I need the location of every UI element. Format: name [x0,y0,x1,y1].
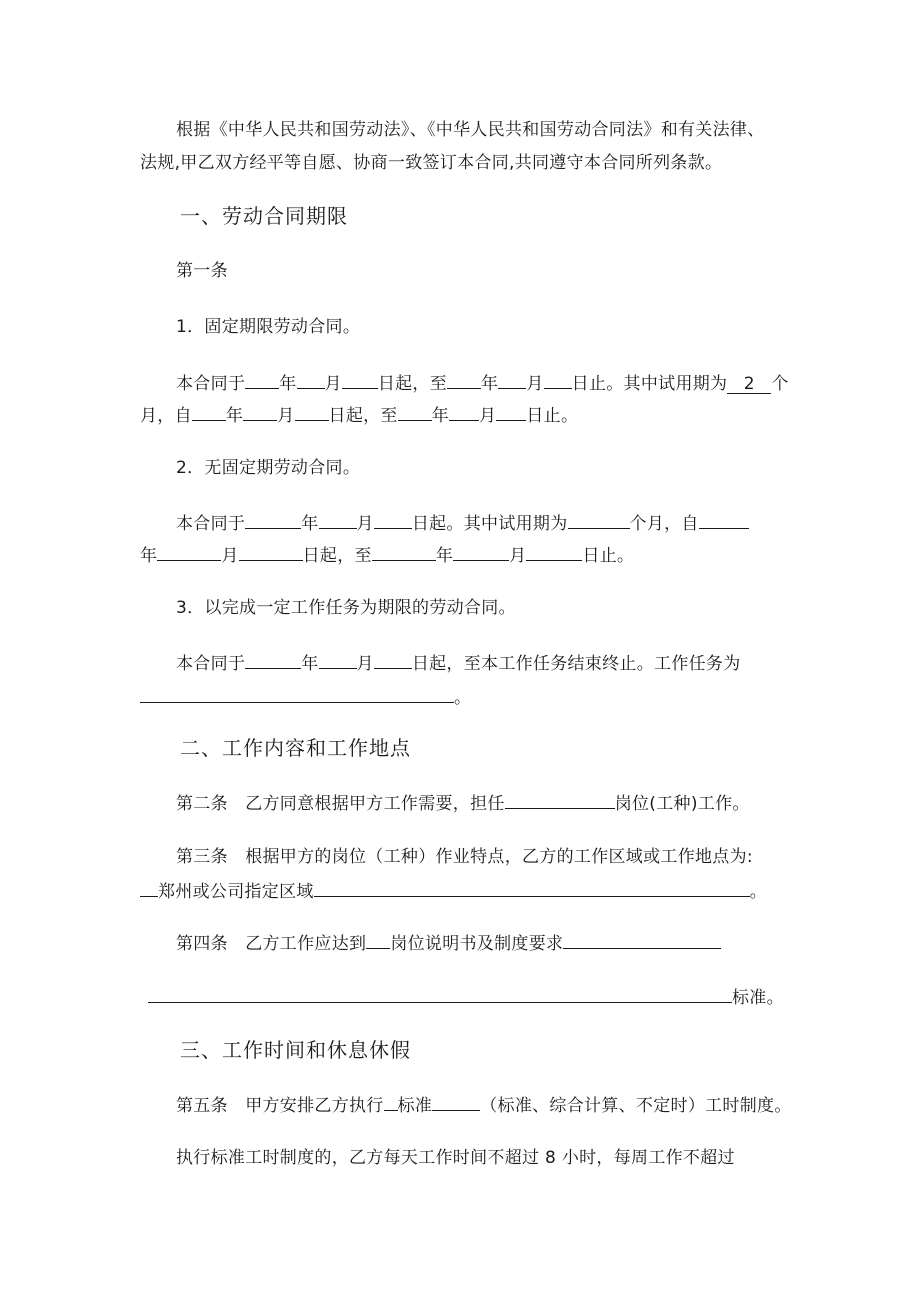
blank-day[interactable] [526,542,582,561]
text: 月 [324,374,342,394]
text: 年 [301,654,319,674]
text: 第四条 乙方工作应达到 [176,934,367,954]
blank-month[interactable] [319,510,357,529]
text: 岗位(工种)工作。 [614,794,750,814]
text: 本合同于 [176,374,246,394]
blank-day[interactable] [342,370,378,389]
text: 年 [481,374,499,394]
section-heading-text: 一、劳动合同期限 [180,204,348,228]
intro-line-1 [176,118,765,142]
text: 日止。 [526,406,579,426]
blank-system[interactable] [432,1092,480,1111]
article-5 [176,1092,792,1118]
text: 日起，至 [302,546,372,566]
blank-location[interactable] [314,878,750,897]
item-3-line-1 [176,650,741,676]
blank-day[interactable] [374,650,412,669]
article-4-line-1 [176,930,721,956]
probation-months-field[interactable]: 2 [727,375,771,394]
work-location-field[interactable]: 郑州或公司指定区域 [158,882,314,902]
article-4-line-2 [148,984,784,1010]
text: 日起，至 [377,374,448,394]
blank-lead[interactable] [366,930,390,949]
article-3-line-2 [140,878,767,904]
text: 第二条 乙方同意根据甲方工作需要，担任 [176,794,505,814]
blank-month[interactable] [453,542,509,561]
text: 标准。 [732,988,784,1008]
text: 个 [771,374,789,394]
blank-month[interactable] [243,402,277,421]
blank-lead[interactable] [140,878,158,897]
item-title-text: 1．固定期限劳动合同。 [176,317,361,337]
text: 年 [301,514,319,534]
blank-day[interactable] [374,510,412,529]
intro-line-2 [140,151,722,175]
blank-year[interactable] [245,370,279,389]
intro-text-1: 根据《中华人民共和国劳动法》、《中华人民共和国劳动合同法》和有关法律、 [176,120,765,140]
item-2-title [176,456,360,480]
item-title-text: 3．以完成一定工作任务为期限的劳动合同。 [176,598,516,618]
item-1-line-2 [140,402,578,428]
blank-month[interactable] [297,370,325,389]
blank-position[interactable] [505,790,615,809]
blank-lead[interactable] [384,1092,398,1111]
text: 本合同于 [176,514,246,534]
text: 日止。其中试用期为 [571,374,728,394]
paragraph-standard-hours [176,1146,735,1170]
blank-standard-cont[interactable] [148,984,732,1003]
section-heading-text: 二、工作内容和工作地点 [180,736,411,760]
text: 年 [279,374,297,394]
blank-standard[interactable] [563,930,721,949]
item-title-text: 2．无固定期劳动合同。 [176,458,361,478]
blank-year[interactable] [245,510,301,529]
blank-month[interactable] [157,542,221,561]
blank-task[interactable] [140,684,454,703]
item-2-line-1 [176,510,749,536]
item-3-title [176,596,516,620]
item-2-line-2 [140,542,634,568]
article-3-line-1 [176,845,753,869]
blank-month[interactable] [449,402,479,421]
blank-year[interactable] [699,510,749,529]
blank-year[interactable] [372,542,436,561]
blank-month[interactable] [498,370,526,389]
text: 月 [526,374,544,394]
blank-year[interactable] [447,370,481,389]
text: 个月，自 [629,514,699,534]
blank-year[interactable] [398,402,432,421]
article-label-text: 第一条 [176,261,228,281]
text: 第三条 根据甲方的岗位（工种）作业特点，乙方的工作区域或工作地点为: [176,847,753,867]
blank-month[interactable] [319,650,357,669]
blank-probation[interactable] [568,510,630,529]
text: 日起。其中试用期为 [411,514,568,534]
text: 执行标准工时制度的，乙方每天工作时间不超过 8 小时，每周工作不超过 [176,1148,735,1168]
intro-text-2: 法规,甲乙双方经平等自愿、协商一致签订本合同,共同遵守本合同所列条款。 [140,153,723,173]
item-1-title [176,315,360,339]
text: 本合同于 [176,654,246,674]
text: 月，自 [140,406,192,426]
text: 日止。 [582,546,635,566]
article-1-label [176,259,228,283]
text: 年 [140,546,158,566]
text: 月 [277,406,295,426]
section-heading-work [180,735,411,761]
blank-year[interactable] [192,402,226,421]
item-1-line-1 [176,370,789,396]
text: 年 [431,406,450,426]
text: 月 [221,546,239,566]
article-2 [176,790,750,816]
text: 。 [749,882,768,902]
blank-day[interactable] [496,402,526,421]
text: 年 [435,546,454,566]
blank-day[interactable] [239,542,303,561]
text: 月 [479,406,497,426]
blank-year[interactable] [245,650,301,669]
section-heading-term [180,203,348,229]
section-heading-time [180,1037,411,1063]
text: 日起，至本工作任务结束终止。工作任务为 [411,654,741,674]
text: 日起，至 [328,406,398,426]
text: 年 [225,406,244,426]
text: 月 [356,654,374,674]
text: 。 [454,688,472,708]
text: 第五条 甲方安排乙方执行 [176,1096,384,1116]
blank-day[interactable] [544,370,572,389]
text: （标准、综合计算、不定时）工时制度。 [480,1096,792,1116]
work-hours-system-field[interactable]: 标准 [397,1096,433,1116]
work-standard-field[interactable]: 岗位说明书及制度要求 [390,934,564,954]
item-3-line-2 [140,684,471,710]
text: 月 [356,514,374,534]
section-heading-text: 三、工作时间和休息休假 [180,1038,411,1062]
text: 月 [509,546,527,566]
blank-day[interactable] [295,402,329,421]
